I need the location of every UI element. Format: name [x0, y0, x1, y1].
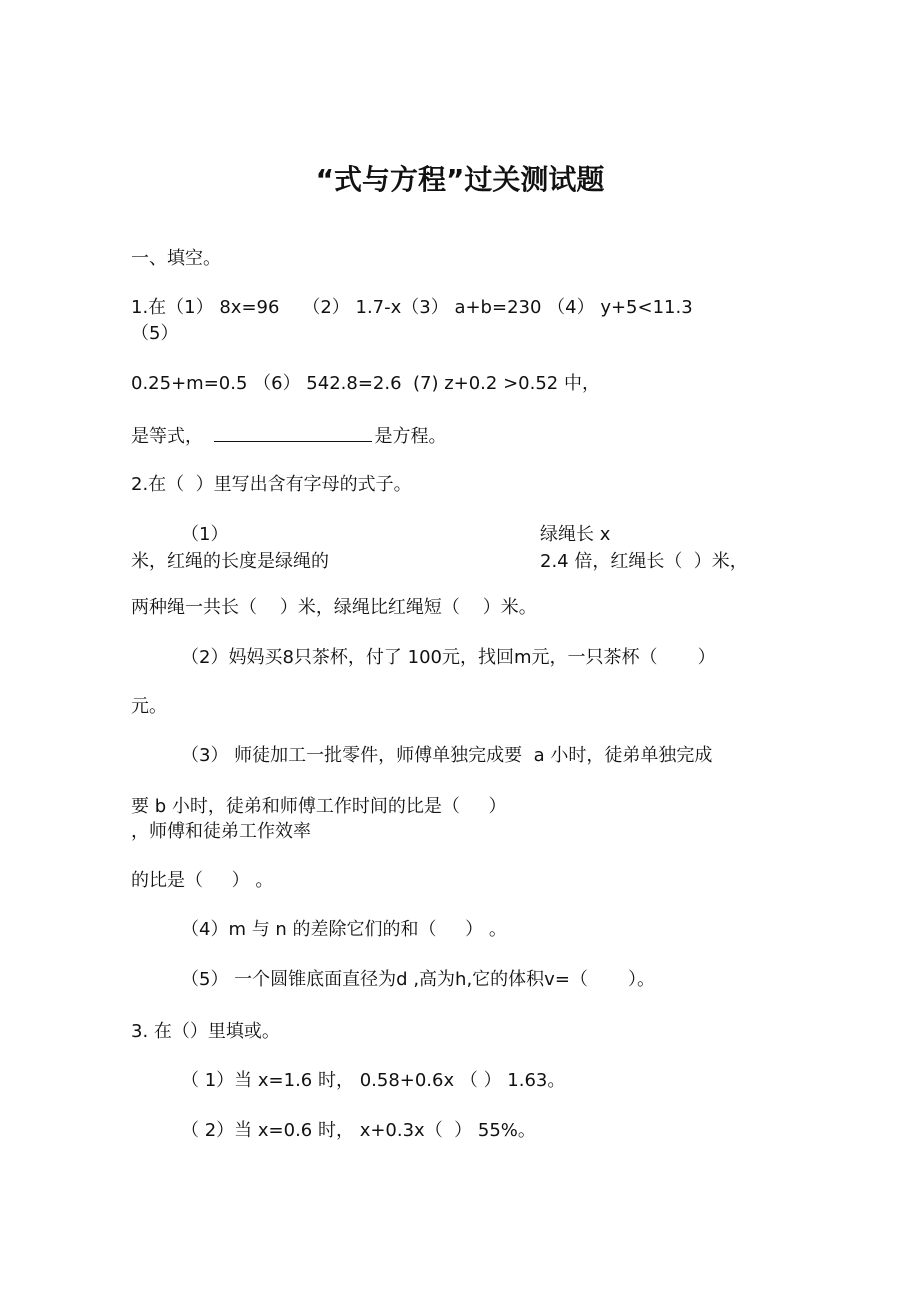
question-2-part-2-line-2: 元。: [131, 696, 167, 717]
question-2-part-1-line-3: 两种绳一共长（ ）米，绿绳比红绳短（ ）米。: [131, 597, 537, 618]
question-1-line-1: 1.在（1） 8x=96 （2） 1.7-x（3） a+b=230 （4） y+5<11.3: [131, 297, 693, 318]
question-2-part-1-line-2-left: 米，红绳的长度是绿绳的: [131, 551, 329, 572]
question-2-part-1-label: （1）: [181, 524, 229, 545]
question-2-part-3-line-1: （3） 师徒加工一批零件，师傅单独完成要 a 小时，徒弟单独完成: [181, 745, 713, 766]
question-2-part-3-line-3: ，师傅和徒弟工作效率: [131, 821, 311, 842]
question-2-part-4: （4）m 与 n 的差除它们的和（ ） 。: [181, 919, 507, 940]
question-2-part-1-right: 绿绳长 x: [540, 524, 611, 545]
equation-prompt: 是等式，: [131, 426, 203, 447]
question-2-part-1-line-2-right: 2.4 倍，红绳长（ ）米，: [540, 551, 748, 572]
equation-suffix: 是方程。: [374, 426, 447, 447]
question-2-intro: 2.在（ ）里写出含有字母的式子。: [131, 474, 412, 495]
answer-blank[interactable]: [214, 423, 372, 442]
question-1-line-2: （5）: [131, 323, 179, 344]
question-3-part-1: （ 1）当 x=1.6 时， 0.58+0.6x （ ） 1.63。: [181, 1070, 566, 1091]
question-3-part-2: （ 2）当 x=0.6 时， x+0.3x（ ） 55%。: [181, 1120, 536, 1141]
question-1-line-3: 0.25+m=0.5 （6） 542.8=2.6 (7) z+0.2 >0.52 中，: [131, 373, 600, 394]
question-2-part-5: （5） 一个圆锥底面直径为d ,高为h,它的体积v=（ ）。: [181, 969, 655, 990]
question-1-line-4: [131, 423, 446, 448]
question-2-part-2-line-1: （2）妈妈买8只茶杯，付了 100元，找回m元，一只茶杯（ ）: [181, 647, 716, 668]
page-title: “式与方程”过关测试题: [315, 163, 605, 196]
question-2-part-3-line-2: 要 b 小时，徒弟和师傅工作时间的比是（ ）: [131, 796, 507, 817]
question-2-part-3-line-4: 的比是（ ） 。: [131, 870, 274, 891]
section-heading-fill-blank: 一、填空。: [131, 248, 221, 269]
question-3-intro: 3. 在（）里填或。: [131, 1021, 280, 1042]
